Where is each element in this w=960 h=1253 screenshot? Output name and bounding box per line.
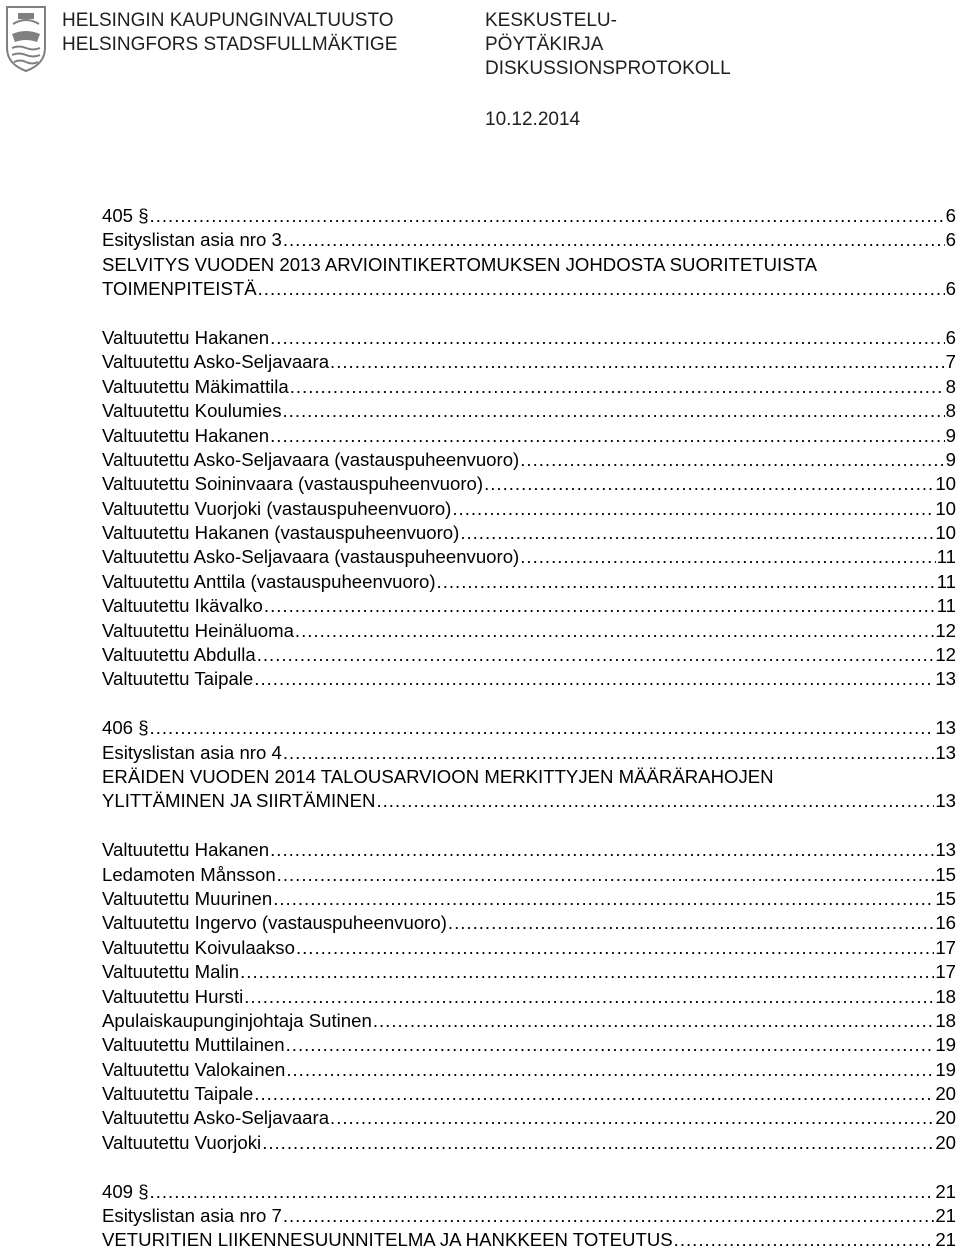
toc-dot-leader xyxy=(373,1009,934,1033)
toc-page-number: 13 xyxy=(935,790,956,812)
toc-dot-leader xyxy=(376,789,934,813)
toc-entry-title: Valtuutettu Mäkimattila xyxy=(102,375,289,397)
toc-page-number: 8 xyxy=(945,375,956,397)
toc-entry[interactable] xyxy=(102,911,956,935)
toc-entry[interactable] xyxy=(102,1180,956,1204)
toc-entry-title: Esityslistan asia nro 4 xyxy=(102,741,282,763)
toc-dot-leader xyxy=(330,1106,934,1130)
toc-entry[interactable] xyxy=(102,1106,956,1130)
toc-entry[interactable] xyxy=(102,741,956,765)
toc-page-number: 16 xyxy=(935,912,956,934)
toc-entry-title: Valtuutettu Malin xyxy=(102,961,240,983)
toc-spacer xyxy=(102,814,956,838)
toc-dot-leader xyxy=(437,570,936,594)
toc-page-number: 20 xyxy=(935,1107,956,1129)
toc-entry[interactable] xyxy=(102,570,956,594)
toc-dot-leader xyxy=(295,619,934,643)
toc-entry[interactable] xyxy=(102,1058,956,1082)
toc-entry-title: Valtuutettu Hakanen xyxy=(102,839,270,861)
toc-entry-title: 409 § xyxy=(102,1180,149,1202)
toc-page-number: 6 xyxy=(945,229,956,251)
toc-spacer xyxy=(102,692,956,716)
toc-entry-title: Valtuutettu Anttila (vastauspuheenvuoro) xyxy=(102,570,436,592)
toc-entry-title: Valtuutettu Hakanen xyxy=(102,326,270,348)
toc-entry-title: Valtuutettu Asko-Seljavaara (vastauspuheenvuoro) xyxy=(102,546,520,568)
toc-entry-title: Ledamoten Månsson xyxy=(102,863,276,885)
toc-entry[interactable] xyxy=(102,497,956,521)
toc-entry[interactable] xyxy=(102,1228,956,1252)
toc-entry[interactable] xyxy=(102,1131,956,1155)
org-name-finnish: HELSINGIN KAUPUNGINVALTUUSTO xyxy=(62,10,394,31)
toc-dot-leader xyxy=(254,667,934,691)
toc-entry[interactable] xyxy=(102,643,956,667)
toc-page-number: 6 xyxy=(945,205,956,226)
toc-page-number: 9 xyxy=(945,448,956,470)
toc-dot-leader xyxy=(277,863,935,887)
doc-type-line3: DISKUSSIONSPROTOKOLL xyxy=(485,58,731,79)
toc-entry-title: Valtuutettu Muurinen xyxy=(102,887,273,909)
toc-entry-title: Valtuutettu Valokainen xyxy=(102,1058,286,1080)
toc-dot-leader xyxy=(264,594,936,618)
document-date: 10.12.2014 xyxy=(485,109,581,130)
toc-dot-leader xyxy=(520,545,935,569)
helsinki-crest-logo xyxy=(4,4,48,74)
toc-dot-leader xyxy=(270,424,945,448)
toc-page-number: 12 xyxy=(935,644,956,666)
toc-page-number: 21 xyxy=(935,1180,956,1202)
toc-entry[interactable] xyxy=(102,936,956,960)
toc-entry-title: Valtuutettu Asko-Seljavaara (vastauspuheenvuoro) xyxy=(102,448,520,470)
toc-dot-leader xyxy=(150,1180,935,1204)
toc-entry-title: Esityslistan asia nro 7 xyxy=(102,1205,282,1227)
toc-dot-leader xyxy=(283,741,934,765)
toc-page-number: 8 xyxy=(945,400,956,422)
toc-entry-title: Valtuutettu Taipale xyxy=(102,668,254,690)
toc-dot-leader xyxy=(520,448,944,472)
toc-entry-title: Valtuutettu Abdulla xyxy=(102,644,256,666)
toc-spacer xyxy=(102,1155,956,1179)
toc-entry-title: Valtuutettu Ikävalko xyxy=(102,595,263,617)
toc-entry[interactable] xyxy=(102,838,956,862)
toc-page-number: 19 xyxy=(935,1034,956,1056)
toc-page-number: 21 xyxy=(935,1229,956,1251)
toc-entry-title: 405 § xyxy=(102,205,149,226)
toc-page-number: 18 xyxy=(935,985,956,1007)
toc-entry[interactable] xyxy=(102,350,956,374)
toc-entry[interactable] xyxy=(102,472,956,496)
toc-entry[interactable] xyxy=(102,863,956,887)
toc-dot-leader xyxy=(240,960,934,984)
toc-dot-leader xyxy=(286,1033,935,1057)
toc-page-number: 19 xyxy=(935,1058,956,1080)
toc-dot-leader xyxy=(270,838,934,862)
toc-dot-leader xyxy=(286,1058,934,1082)
toc-dot-leader xyxy=(262,1131,934,1155)
toc-dot-leader xyxy=(460,521,934,545)
doc-type-line2: PÖYTÄKIRJA xyxy=(485,34,604,55)
toc-entry[interactable] xyxy=(102,277,956,301)
org-name-swedish: HELSINGFORS STADSFULLMÄKTIGE xyxy=(62,34,398,55)
toc-entry[interactable] xyxy=(102,594,956,618)
toc-entry-title: TOIMENPITEISTÄ xyxy=(102,278,257,300)
toc-dot-leader xyxy=(448,911,934,935)
toc-entry-title: Valtuutettu Heinäluoma xyxy=(102,619,294,641)
toc-page-number: 20 xyxy=(935,1083,956,1105)
toc-dot-leader xyxy=(150,204,945,228)
toc-entry[interactable] xyxy=(102,1082,956,1106)
toc-page-number: 11 xyxy=(936,595,956,617)
toc-entry-title: Valtuutettu Hakanen xyxy=(102,424,270,446)
toc-page-number: 13 xyxy=(935,839,956,861)
toc-page-number: 6 xyxy=(945,278,956,300)
toc-dot-leader xyxy=(283,1204,934,1228)
toc-page-number: 13 xyxy=(935,741,956,763)
toc-page-number: 9 xyxy=(945,424,956,446)
toc-page-number: 10 xyxy=(935,497,956,519)
toc-entry-title: Valtuutettu Asko-Seljavaara xyxy=(102,1107,330,1129)
toc-page-number: 18 xyxy=(935,1009,956,1031)
toc-page-number: 13 xyxy=(935,717,956,739)
toc-page-number: 15 xyxy=(935,887,956,909)
toc-page-number: 20 xyxy=(935,1131,956,1153)
toc-entry-title: VETURITIEN LIIKENNESUUNNITELMA JA HANKKEEN TOTEUTUS xyxy=(102,1229,673,1251)
toc-entry[interactable] xyxy=(102,375,956,399)
toc-entry-title: Valtuutettu Koulumies xyxy=(102,400,282,422)
header-organization xyxy=(62,9,397,57)
toc-entry[interactable] xyxy=(102,1204,956,1228)
toc-entry-title: 406 § xyxy=(102,717,149,739)
toc-entry[interactable] xyxy=(102,521,956,545)
toc-dot-leader xyxy=(484,472,934,496)
toc-entry-title: Valtuutettu Asko-Seljavaara xyxy=(102,351,330,373)
toc-dot-leader xyxy=(257,643,935,667)
toc-page-number: 17 xyxy=(935,961,956,983)
toc-entry-title: Valtuutettu Hakanen (vastauspuheenvuoro) xyxy=(102,522,460,544)
toc-dot-leader xyxy=(270,326,945,350)
toc-entry[interactable] xyxy=(102,1033,956,1057)
toc-entry-title: Valtuutettu Muttilainen xyxy=(102,1034,285,1056)
toc-page-number: 12 xyxy=(935,619,956,641)
toc-page-number: 11 xyxy=(936,546,956,568)
toc-entry-title: Esityslistan asia nro 3 xyxy=(102,229,282,251)
toc-dot-leader xyxy=(290,375,945,399)
toc-entry[interactable] xyxy=(102,716,956,740)
toc-entry-title: Valtuutettu Koivulaakso xyxy=(102,936,295,958)
toc-entry[interactable] xyxy=(102,1009,956,1033)
toc-dot-leader xyxy=(452,497,934,521)
toc-dot-leader xyxy=(330,350,945,374)
toc-entry[interactable] xyxy=(102,960,956,984)
toc-dot-leader xyxy=(296,936,934,960)
toc-dot-leader xyxy=(283,399,945,423)
toc-entry-title: YLITTÄMINEN JA SIIRTÄMINEN xyxy=(102,790,376,812)
toc-entry[interactable] xyxy=(102,789,956,813)
table-of-contents xyxy=(102,204,956,1253)
toc-page-number: 17 xyxy=(935,936,956,958)
toc-entry-title: Valtuutettu Soininvaara (vastauspuheenvuoro) xyxy=(102,473,484,495)
toc-page-number: 15 xyxy=(935,863,956,885)
toc-dot-leader xyxy=(244,985,934,1009)
toc-entry[interactable] xyxy=(102,619,956,643)
toc-page-number: 13 xyxy=(935,668,956,690)
toc-entry[interactable] xyxy=(102,448,956,472)
toc-spacer xyxy=(102,302,956,326)
toc-dot-leader xyxy=(674,1228,935,1252)
toc-entry[interactable] xyxy=(102,399,956,423)
toc-dot-leader xyxy=(254,1082,934,1106)
toc-page-number: 7 xyxy=(945,351,956,373)
toc-entry-title: Valtuutettu Vuorjoki (vastauspuheenvuoro) xyxy=(102,497,452,519)
toc-entry[interactable] xyxy=(102,545,956,569)
toc-page-number: 10 xyxy=(935,522,956,544)
toc-entry[interactable] xyxy=(102,887,956,911)
toc-entry-title: Valtuutettu Taipale xyxy=(102,1083,254,1105)
toc-entry[interactable] xyxy=(102,228,956,252)
toc-entry[interactable] xyxy=(102,424,956,448)
toc-dot-leader xyxy=(258,277,945,301)
toc-dot-leader xyxy=(273,887,934,911)
toc-dot-leader xyxy=(150,716,935,740)
toc-page-number: 6 xyxy=(945,326,956,348)
toc-heading-line: SELVITYS VUODEN 2013 ARVIOINTIKERTOMUKSEN JOHDOSTA SUORITETUISTA xyxy=(102,253,817,275)
toc-entry-title: Valtuutettu Ingervo (vastauspuheenvuoro) xyxy=(102,912,447,934)
toc-page-number: 11 xyxy=(936,570,956,592)
header-document-type xyxy=(485,9,731,81)
toc-dot-leader xyxy=(283,228,945,252)
toc-page-number: 10 xyxy=(935,473,956,495)
toc-page-number: 21 xyxy=(935,1205,956,1227)
toc-entry[interactable] xyxy=(102,204,956,228)
toc-heading-line: ERÄIDEN VUODEN 2014 TALOUSARVIOON MERKITTYJEN MÄÄRÄRAHOJEN xyxy=(102,765,774,787)
toc-entry[interactable] xyxy=(102,326,956,350)
toc-entry-title: Apulaiskaupunginjohtaja Sutinen xyxy=(102,1009,372,1031)
toc-entry[interactable] xyxy=(102,667,956,691)
toc-entry-title: Valtuutettu Vuorjoki xyxy=(102,1131,262,1153)
toc-entry-title: Valtuutettu Hursti xyxy=(102,985,244,1007)
doc-type-line1: KESKUSTELU- xyxy=(485,10,617,31)
toc-entry[interactable] xyxy=(102,985,956,1009)
